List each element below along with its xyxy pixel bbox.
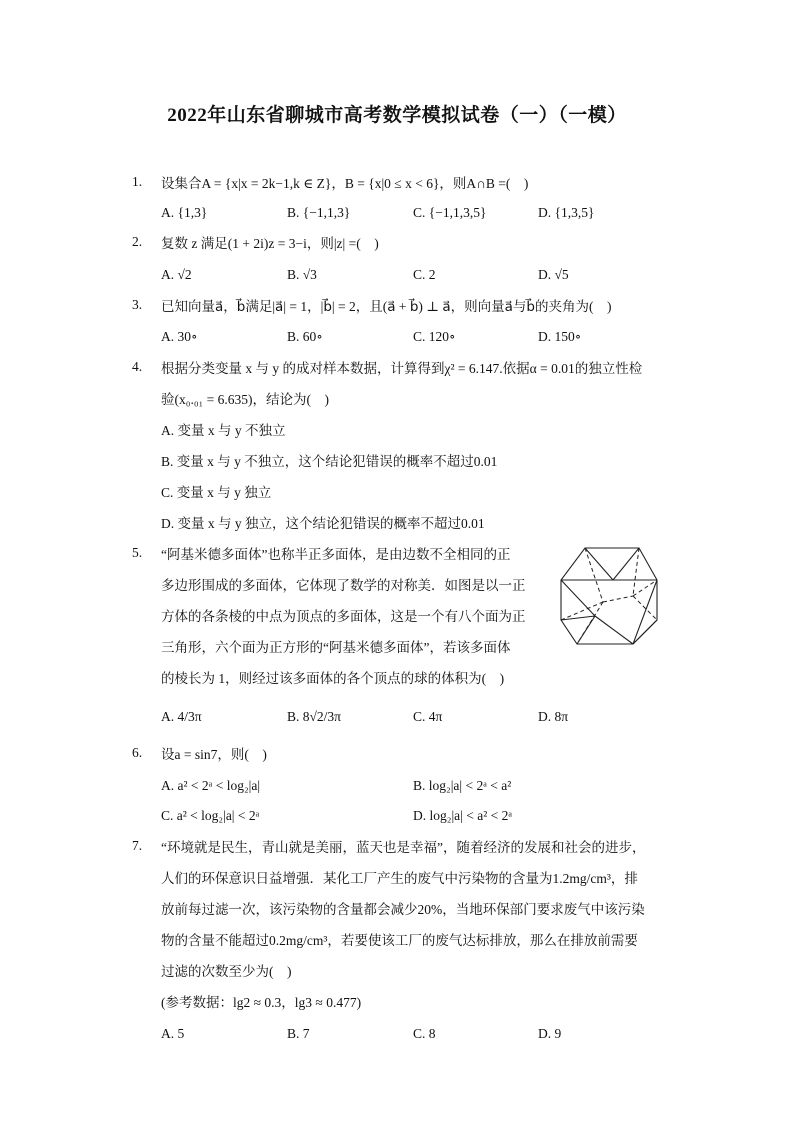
option-c: C. 2	[413, 267, 436, 282]
page-title: 2022年山东省聊城市高考数学模拟试卷（一）（一模）	[167, 105, 627, 126]
option-c: C. 4π	[413, 709, 443, 724]
option-b: B. {−1,1,3}	[287, 205, 351, 220]
question-text-line: 放前每过滤一次，该污染物的含量都会减少20%，当地环保部门要求废气中该污染	[161, 902, 645, 917]
reference-note: (参考数据：lg2 ≈ 0.3，lg3 ≈ 0.477)	[161, 995, 362, 1010]
option-d: D. {1,3,5}	[538, 205, 595, 220]
figure-edge	[595, 616, 633, 644]
question-number: 1.	[132, 174, 143, 189]
figure-edge	[561, 616, 595, 620]
question-text-line: “环境就是民生，青山就是美丽，蓝天也是幸福”，随着经济的发展和社会的进步，	[161, 840, 646, 855]
figure-edge	[613, 548, 639, 580]
option-a: A. a² < 2ᵃ < log₂|a|	[161, 778, 261, 793]
question-text-line: 三角形，六个面为正方形的“阿基米德多面体”，若该多面体	[161, 640, 511, 655]
question-text-line: 的棱长为 1，则经过该多面体的各个顶点的球的体积为( )	[161, 671, 505, 686]
question-text: 已知向量a⃗，b⃗满足|a⃗| = 1，|b⃗| = 2，且(a⃗ + b⃗) ⊥ a⃗，则向量a⃗与b⃗的夹角为( )	[161, 299, 612, 314]
option-b: B. √3	[287, 267, 317, 282]
figure-edge	[633, 620, 657, 644]
question-text-line1: 根据分类变量 x 与 y 的成对样本数据，计算得到χ² = 6.147.依据α = 0.01的独立性检	[161, 361, 643, 376]
option-b: B. 变量 x 与 y 不独立，这个结论犯错误的概率不超过0.01	[161, 454, 498, 469]
option-d: D. 9	[538, 1026, 562, 1041]
option-c: C. a² < log₂|a| < 2ᵃ	[161, 808, 260, 823]
question-number: 6.	[132, 745, 143, 760]
option-a: A. 5	[161, 1026, 185, 1041]
option-b: B. 8√2/3π	[287, 709, 341, 724]
option-d: D. 150∘	[538, 329, 582, 344]
question-number: 4.	[132, 359, 143, 374]
option-d: D. 8π	[538, 709, 569, 724]
figure-hidden-edge	[633, 580, 657, 596]
question-number: 7.	[132, 838, 143, 853]
figure-edge	[585, 548, 613, 580]
option-a: A. 30∘	[161, 329, 198, 344]
option-c: C. 120∘	[413, 329, 456, 344]
question-text: 设集合A = {x|x = 2k−1,k ∈ Z}，B = {x|0 ≤ x < 6}，则A∩B =( )	[161, 176, 529, 191]
question-text: 设a = sin7，则( )	[161, 747, 267, 762]
cuboctahedron-figure	[555, 540, 663, 648]
question-text-line: 过滤的次数至少为( )	[161, 964, 292, 979]
question-number: 2.	[132, 234, 143, 249]
figure-hidden-edge	[603, 596, 633, 602]
figure-edge	[561, 580, 595, 616]
option-c: C. {−1,1,3,5}	[413, 205, 487, 220]
option-a: A. {1,3}	[161, 205, 208, 220]
question-text: 复数 z 满足(1 + 2i)z = 3−i，则|z| =( )	[161, 236, 379, 251]
figure-hidden-edge	[633, 596, 657, 620]
question-text-line: 方体的各条棱的中点为顶点的多面体，这是一个有八个面为正	[161, 609, 526, 624]
option-b: B. log₂|a| < 2ᵃ < a²	[413, 778, 512, 793]
option-a: A. 变量 x 与 y 不独立	[161, 423, 286, 438]
option-d: D. 变量 x 与 y 独立，这个结论犯错误的概率不超过0.01	[161, 516, 485, 531]
option-a: A. 4/3π	[161, 709, 202, 724]
option-d: D. log₂|a| < a² < 2ᵃ	[413, 808, 513, 823]
question-number: 3.	[132, 297, 143, 312]
question-text-line: 多边形围成的多面体，它体现了数学的对称美．如图是以一正	[161, 578, 526, 593]
option-b: B. 60∘	[287, 329, 323, 344]
question-text-line2: 验(x₀.₀₁ = 6.635)，结论为( )	[161, 392, 329, 407]
figure-edge	[633, 580, 657, 644]
question-text-line: 人们的环保意识日益增强．某化工厂产生的废气中污染物的含量为1.2mg/cm³，排	[161, 871, 638, 886]
option-c: C. 变量 x 与 y 独立	[161, 485, 272, 500]
figure-hidden-edge	[633, 548, 639, 596]
question-text-line: “阿基米德多面体”也称半正多面体，是由边数不全相同的正	[161, 547, 511, 562]
option-c: C. 8	[413, 1026, 436, 1041]
option-a: A. √2	[161, 267, 192, 282]
question-text-line: 物的含量不能超过0.2mg/cm³，若要使该工厂的废气达标排放，那么在排放前需要	[161, 933, 638, 948]
question-number: 5.	[132, 545, 143, 560]
figure-hidden-edge	[585, 548, 603, 602]
option-b: B. 7	[287, 1026, 310, 1041]
option-d: D. √5	[538, 267, 569, 282]
